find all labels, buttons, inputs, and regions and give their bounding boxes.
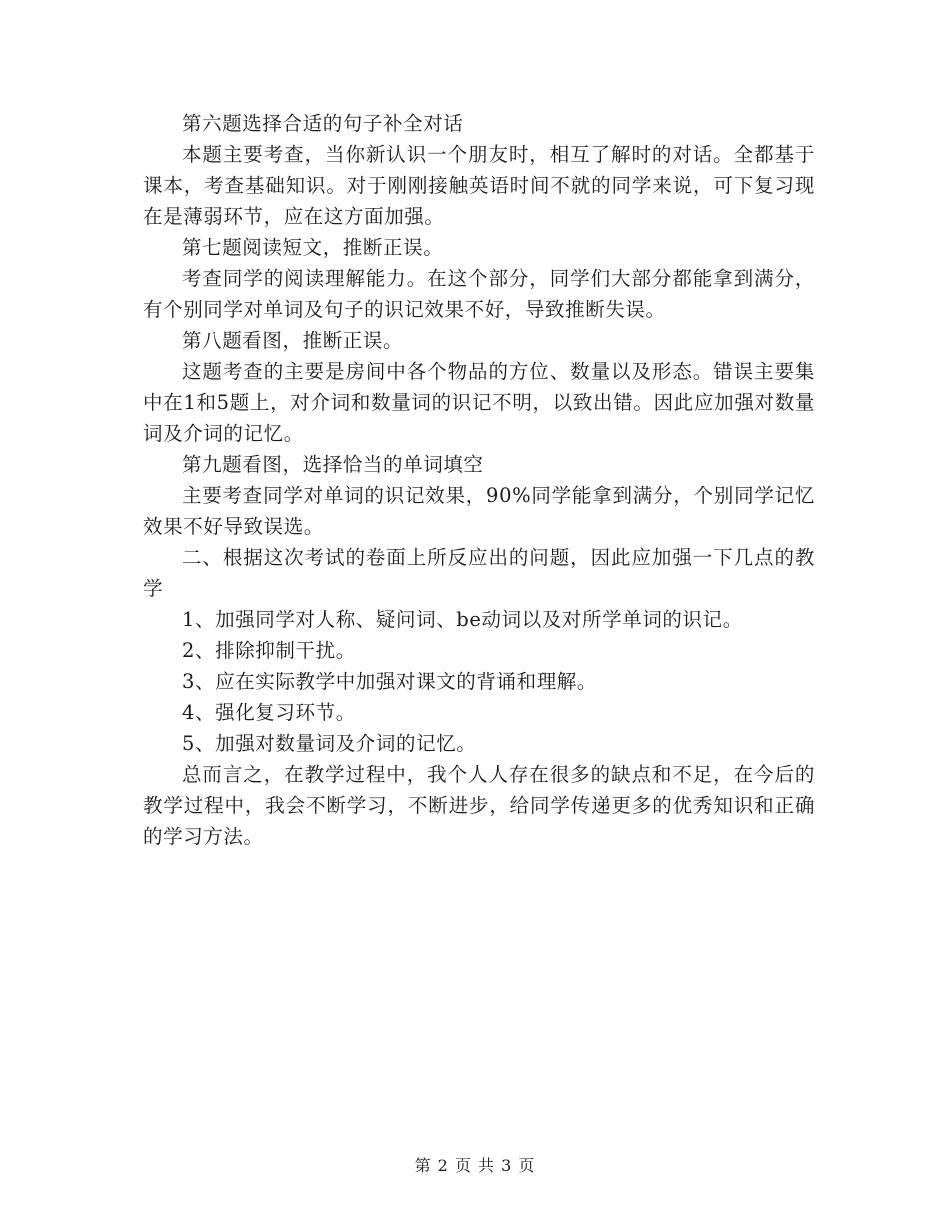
page-footer [0, 1153, 950, 1176]
page-number-label: 第 2 页 共 3 页 [414, 1156, 536, 1175]
heading-question-7: 第七题阅读短文，推断正误。 [182, 236, 444, 259]
list-item-2: 2、排除抑制干扰。 [182, 639, 356, 662]
paragraph-question-8-analysis: 这题考查的主要是房间中各个物品的方位、数量以及形态。错误主要集中在1和5题上，对介词和数量词的识记不明，以致出错。因此应加强对数量词及介词的记忆。 [143, 360, 815, 445]
section-two-heading: 二、根据这次考试的卷面上所反应出的问题，因此应加强一下几点的教学 [143, 546, 815, 600]
paragraph-question-7-analysis: 考查同学的阅读理解能力。在这个部分，同学们大部分都能拿到满分，有个别同学对单词及句子的识记效果不好，导致推断失误。 [143, 267, 815, 321]
paragraph-question-6-analysis: 本题主要考查，当你新认识一个朋友时，相互了解时的对话。全都基于课本，考查基础知识。对于刚刚接触英语时间不就的同学来说，可下复习现在是薄弱环节，应在这方面加强。 [143, 143, 815, 228]
heading-question-6: 第六题选择合适的句子补全对话 [182, 112, 464, 135]
conclusion-paragraph: 总而言之，在教学过程中，我个人人存在很多的缺点和不足，在今后的教学过程中，我会不断学习，不断进步，给同学传递更多的优秀知识和正确的学习方法。 [143, 763, 815, 848]
list-item-3: 3、应在实际教学中加强对课文的背诵和理解。 [182, 670, 598, 693]
heading-question-9: 第九题看图，选择恰当的单词填空 [182, 453, 484, 476]
paragraph-question-9-analysis: 主要考查同学对单词的识记效果，90%同学能拿到满分，个别同学记忆效果不好导致误选。 [143, 484, 815, 538]
list-item-1: 1、加强同学对人称、疑问词、be动词以及对所学单词的识记。 [182, 608, 743, 631]
document-body [143, 108, 815, 852]
heading-question-8: 第八题看图，推断正误。 [182, 329, 404, 352]
list-item-4: 4、强化复习环节。 [182, 701, 356, 724]
list-item-5: 5、加强对数量词及介词的记忆。 [182, 732, 477, 755]
